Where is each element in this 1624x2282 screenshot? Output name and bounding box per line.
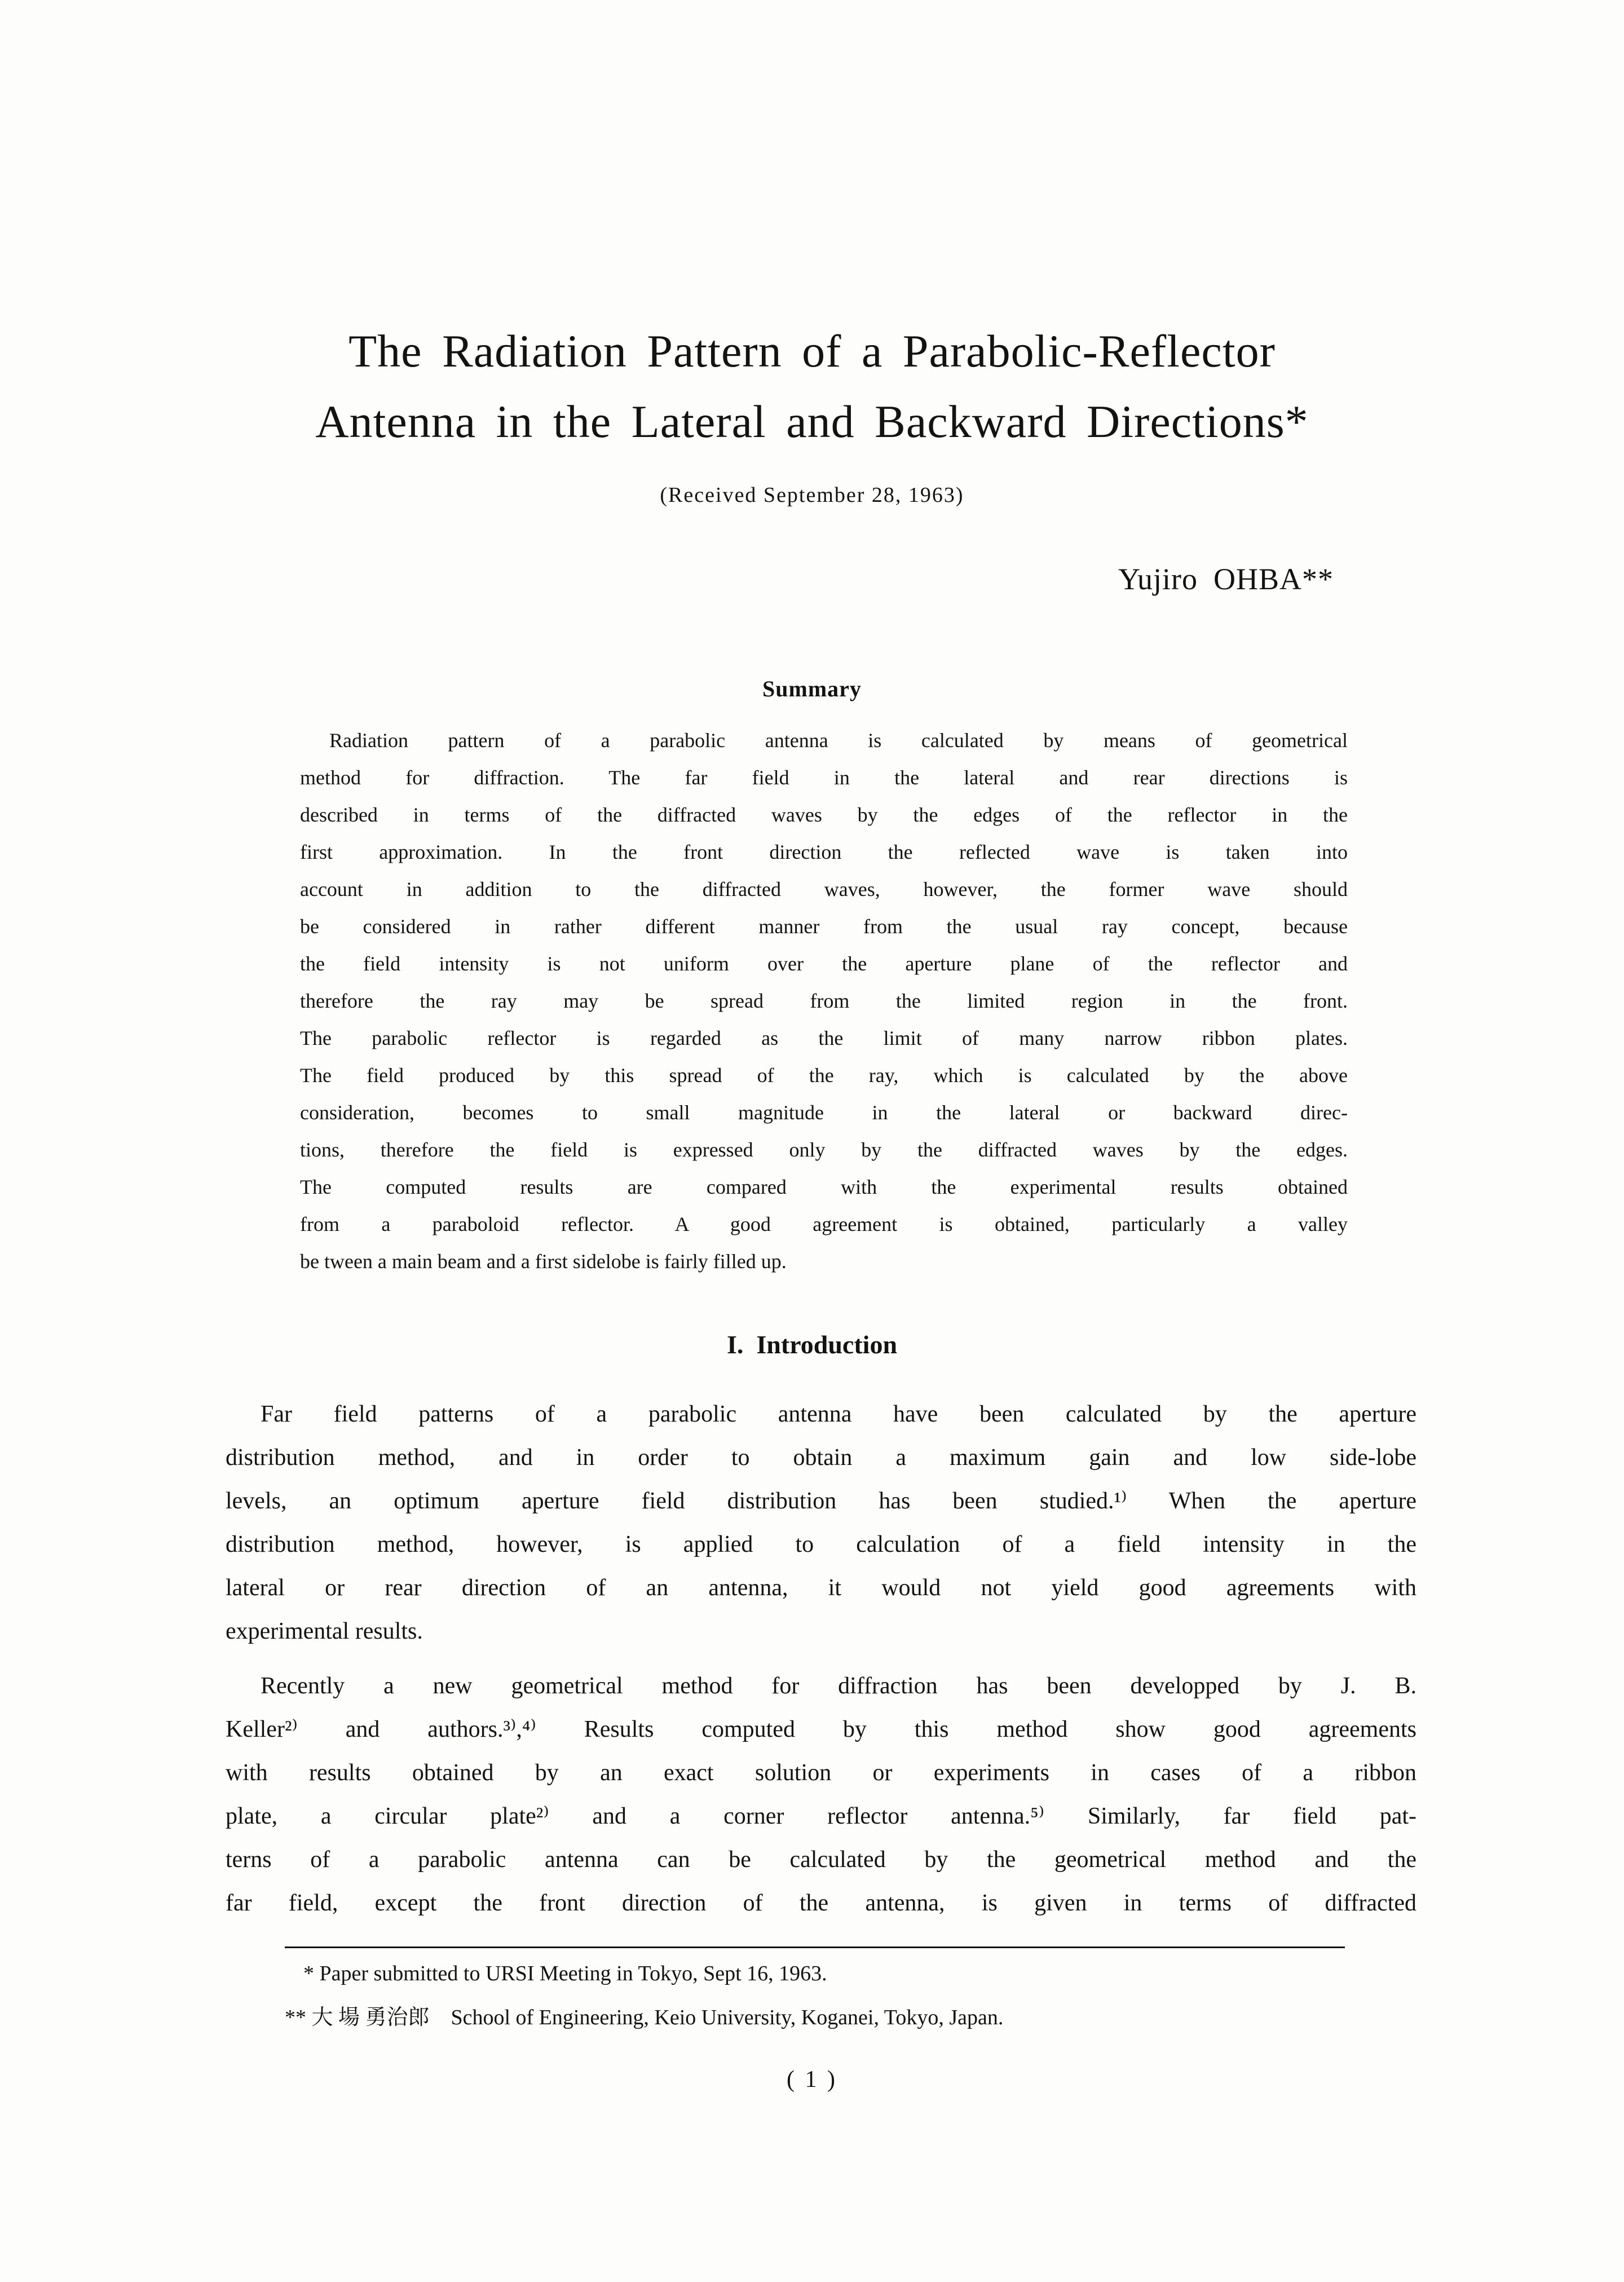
text-line: with results obtained by an exact solution or experiments in cases of a ribbon [226,1760,1416,1786]
text-line: described in terms of the diffracted waves by the edges of the reflector in the [300,804,1348,826]
text-line: The parabolic reflector is regarded as the limit of many narrow ribbon plates. [300,1027,1348,1049]
text-line: be tween a main beam and a first sidelobe is fairly filled up. [300,1250,787,1273]
text-line: The field produced by this spread of the ray, which is calculated by the above [300,1064,1348,1087]
text-line: the field intensity is not uniform over the aperture plane of the reflector and [300,952,1348,975]
paper-title [0,316,1624,457]
text-line: therefore the ray may be spread from the limited region in the front. [300,990,1348,1012]
text-line: experimental results. [226,1618,423,1644]
author-name: Yujiro OHBA** [1118,562,1334,596]
introduction-heading: I. Introduction [726,1330,898,1359]
text-line: be considered in rather different manner from the usual ray concept, because [300,915,1348,938]
text-line: The computed results are compared with the experimental results obtained [300,1176,1348,1198]
text-line: distribution method, and in order to obtain a maximum gain and low side-lobe [226,1445,1416,1471]
introduction-paragraph-2 [226,1665,1416,1925]
text-line: distribution method, however, is applied to calculation of a field intensity in the [226,1531,1416,1557]
text-line: Recently a new geometrical method for diffraction has been developped by J. B. [261,1673,1416,1699]
text-line: Radiation pattern of a parabolic antenna is calculated by means of geometrical [329,729,1348,752]
text-line: levels, an optimum aperture field distribution has been studied.¹⁾ When the aperture [226,1488,1416,1514]
text-line: tions, therefore the field is expressed only by the diffracted waves by the edges. [300,1138,1348,1161]
text-line: consideration, becomes to small magnitude in the lateral or backward direc- [300,1101,1348,1124]
title-line-2: Antenna in the Lateral and Backward Directions* [315,396,1309,447]
footnote-1: * Paper submitted to URSI Meeting in Tokyo, Sept 16, 1963. [303,1962,827,1985]
introduction-paragraph-1 [226,1393,1416,1653]
text-line: account in addition to the diffracted waves, however, the former wave should [300,878,1348,901]
received-date: (Received September 28, 1963) [660,483,964,507]
text-line: plate, a circular plate²⁾ and a corner reflector antenna.⁵⁾ Similarly, far field pat- [226,1803,1416,1829]
page-number: ( 1 ) [787,2067,837,2093]
summary-heading: Summary [762,676,862,701]
text-line: Keller²⁾ and authors.³⁾,⁴⁾ Results computed by this method show good agreements [226,1716,1416,1742]
text-line: from a paraboloid reflector. A good agreement is obtained, particularly a valley [300,1213,1348,1235]
footnote-2: ** 大 場 勇治郎 School of Engineering, Keio University, Koganei, Tokyo, Japan. [285,2006,1004,2029]
title-line-1: The Radiation Pattern of a Parabolic-Reflector [348,325,1276,377]
text-line: far field, except the front direction of the antenna, is given in terms of diffracted [226,1890,1416,1916]
text-line: terns of a parabolic antenna can be calculated by the geometrical method and the [226,1847,1416,1873]
text-line: Far field patterns of a parabolic antenna have been calculated by the aperture [261,1401,1416,1427]
text-line: first approximation. In the front direction the reflected wave is taken into [300,841,1348,863]
summary-paragraph [300,722,1348,1280]
text-line: method for diffraction. The far field in the lateral and rear directions is [300,766,1348,789]
footnote-separator-rule [285,1946,1345,1948]
text-line: lateral or rear direction of an antenna, it would not yield good agreements with [226,1575,1416,1601]
